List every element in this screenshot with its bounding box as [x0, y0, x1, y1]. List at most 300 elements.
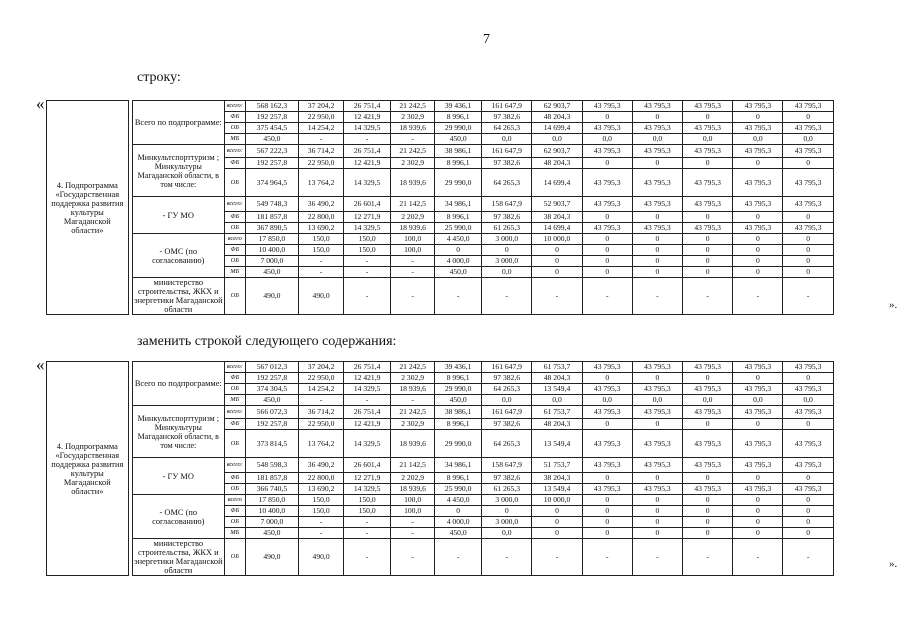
year-cell: 61 265,3 — [482, 484, 532, 495]
year-cell: 26 751,4 — [344, 145, 391, 158]
year-cell: 36 714,2 — [299, 406, 344, 419]
table-row — [47, 362, 884, 373]
total-cell: 10 400,0 — [245, 245, 298, 256]
year-cell: 43 795,3 — [632, 384, 682, 395]
year-cell: 43 795,3 — [683, 458, 733, 473]
year-cell: 36 714,2 — [299, 145, 344, 158]
funding-source: всего: — [224, 145, 245, 158]
year-cell: 8 996,1 — [435, 112, 482, 123]
table-row — [47, 145, 884, 158]
year-cell: 61 753,7 — [532, 362, 582, 373]
year-cell: 29 990,0 — [435, 169, 482, 197]
year-cell: 0 — [532, 517, 582, 528]
year-cell: - — [344, 517, 391, 528]
year-cell: 150,0 — [344, 506, 391, 517]
funding-source: ФБ — [224, 212, 245, 223]
budget-table — [46, 361, 884, 576]
year-cell: - — [783, 539, 833, 576]
year-cell: 0 — [582, 234, 632, 245]
year-cell: 43 795,3 — [582, 430, 632, 458]
funding-source: ОБ — [224, 430, 245, 458]
year-cell: 14 329,5 — [344, 384, 391, 395]
funding-source: всего: — [224, 197, 245, 212]
year-cell: 14 699,4 — [532, 223, 582, 234]
year-cell: - — [582, 278, 632, 315]
funding-source: МБ — [224, 134, 245, 145]
year-cell: 161 647,9 — [482, 406, 532, 419]
year-cell: 43 795,3 — [632, 169, 682, 197]
close-quote: ». — [889, 299, 898, 311]
year-cell: 0 — [733, 112, 783, 123]
total-cell: 374 304,5 — [245, 384, 298, 395]
year-cell: - — [391, 517, 435, 528]
year-cell: 0 — [683, 245, 733, 256]
year-cell: 0 — [733, 245, 783, 256]
year-cell: 0 — [582, 212, 632, 223]
year-cell: 0 — [783, 245, 833, 256]
year-cell: 43 795,3 — [733, 197, 783, 212]
year-cell: 0,0 — [582, 134, 632, 145]
year-cell: 100,0 — [391, 506, 435, 517]
table-row — [47, 406, 884, 419]
year-cell: 0 — [733, 528, 783, 539]
year-cell: 43 795,3 — [733, 384, 783, 395]
year-cell: 0 — [632, 528, 682, 539]
year-cell: 48 204,3 — [532, 112, 582, 123]
year-cell: 43 795,3 — [582, 223, 632, 234]
year-cell: 48 204,3 — [532, 158, 582, 169]
year-cell: 43 795,3 — [582, 406, 632, 419]
year-cell: 0,0 — [532, 395, 582, 406]
close-quote: ». — [889, 558, 898, 570]
year-cell: 26 601,4 — [344, 458, 391, 473]
year-cell: 43 795,3 — [582, 362, 632, 373]
year-cell: 150,0 — [299, 495, 344, 506]
year-cell: 43 795,3 — [632, 145, 682, 158]
total-cell: 450,0 — [245, 267, 298, 278]
year-cell: 43 795,3 — [733, 169, 783, 197]
year-cell: 22 800,0 — [299, 212, 344, 223]
total-cell: 567 222,3 — [245, 145, 298, 158]
total-cell: 181 857,8 — [245, 473, 298, 484]
funding-source: МБ — [224, 267, 245, 278]
year-cell: 39 436,1 — [435, 101, 482, 112]
executor-label: - ГУ МО — [132, 458, 224, 495]
year-cell: 43 795,3 — [733, 123, 783, 134]
year-cell: 0 — [733, 158, 783, 169]
funding-source: ФБ — [224, 419, 245, 430]
year-cell: 18 939,6 — [391, 123, 435, 134]
year-cell: 0 — [582, 506, 632, 517]
year-cell: 0 — [632, 245, 682, 256]
year-cell: 4 450,0 — [435, 495, 482, 506]
year-cell: 0,0 — [632, 395, 682, 406]
year-cell: 48 204,3 — [532, 373, 582, 384]
year-cell: 43 795,3 — [632, 430, 682, 458]
funding-source: ФБ — [224, 473, 245, 484]
year-cell: - — [344, 528, 391, 539]
budget-table-old — [46, 100, 884, 315]
year-cell: 0 — [733, 212, 783, 223]
year-cell: - — [482, 278, 532, 315]
year-cell: 43 795,3 — [783, 223, 833, 234]
year-cell: 22 800,0 — [299, 473, 344, 484]
year-cell: 3 000,0 — [482, 495, 532, 506]
year-cell: 29 990,0 — [435, 430, 482, 458]
funding-source: ФБ — [224, 158, 245, 169]
year-cell: 0 — [532, 506, 582, 517]
year-cell: 150,0 — [344, 495, 391, 506]
year-cell: 14 699,4 — [532, 123, 582, 134]
total-cell: 373 814,5 — [245, 430, 298, 458]
year-cell: 0 — [783, 528, 833, 539]
year-cell: 0 — [783, 373, 833, 384]
year-cell: 43 795,3 — [683, 197, 733, 212]
funding-source: всего: — [224, 101, 245, 112]
year-cell: 0 — [482, 506, 532, 517]
executor-label: - ГУ МО — [132, 197, 224, 234]
year-cell: 0 — [683, 234, 733, 245]
table-row — [47, 278, 884, 315]
year-cell: 150,0 — [344, 234, 391, 245]
year-cell: 0 — [683, 506, 733, 517]
year-cell: 12 271,9 — [344, 212, 391, 223]
year-cell: 12 421,9 — [344, 158, 391, 169]
executor-label: Всего по подпрограмме: — [132, 101, 224, 145]
open-quote: « — [36, 355, 45, 374]
year-cell: 100,0 — [391, 495, 435, 506]
year-cell: 0,0 — [632, 134, 682, 145]
year-cell: - — [435, 278, 482, 315]
page-number: 7 — [483, 32, 490, 47]
year-cell: 0 — [435, 245, 482, 256]
funding-source: всего: — [224, 406, 245, 419]
total-cell: 374 964,5 — [245, 169, 298, 197]
year-cell: 43 795,3 — [632, 123, 682, 134]
year-cell: 0 — [582, 517, 632, 528]
year-cell: 0,0 — [783, 395, 833, 406]
total-cell: 17 850,0 — [245, 234, 298, 245]
year-cell: 25 990,0 — [435, 484, 482, 495]
year-cell: 43 795,3 — [683, 169, 733, 197]
table-row — [47, 458, 884, 473]
year-cell: 0,0 — [683, 134, 733, 145]
year-cell: 43 795,3 — [582, 384, 632, 395]
funding-source: ФБ — [224, 373, 245, 384]
year-cell: 38 204,3 — [532, 212, 582, 223]
total-cell: 566 072,3 — [245, 406, 298, 419]
year-cell: 0 — [582, 256, 632, 267]
year-cell: 0 — [733, 373, 783, 384]
year-cell: 97 382,6 — [482, 419, 532, 430]
year-cell: 43 795,3 — [733, 101, 783, 112]
year-cell: 0 — [482, 245, 532, 256]
year-cell: - — [532, 278, 582, 315]
total-cell: 450,0 — [245, 528, 298, 539]
year-cell: 43 795,3 — [632, 406, 682, 419]
year-cell: 39 436,1 — [435, 362, 482, 373]
year-cell: 62 903,7 — [532, 101, 582, 112]
year-cell: 0 — [733, 267, 783, 278]
year-cell: 52 903,7 — [532, 197, 582, 212]
year-cell: 13 690,2 — [299, 223, 344, 234]
total-cell: 192 257,8 — [245, 112, 298, 123]
year-cell: 13 764,2 — [299, 169, 344, 197]
executor-label: Минкультспорттуризм ; Минкультуры Магаданской области, в том числе: — [132, 406, 224, 458]
year-cell: 43 795,3 — [683, 384, 733, 395]
funding-source: ОБ — [224, 278, 245, 315]
year-cell: 0 — [783, 473, 833, 484]
year-cell: 38 986,1 — [435, 406, 482, 419]
year-cell: 0 — [632, 473, 682, 484]
year-cell: 0 — [632, 112, 682, 123]
funding-source: всего: — [224, 362, 245, 373]
caption-after: заменить строкой следующего содержания: — [137, 334, 397, 349]
year-cell: - — [683, 278, 733, 315]
year-cell: 43 795,3 — [582, 101, 632, 112]
funding-source: ОБ — [224, 484, 245, 495]
year-cell: 36 490,2 — [299, 458, 344, 473]
budget-table-new — [46, 361, 884, 576]
year-cell: 0 — [532, 267, 582, 278]
year-cell: 21 142,5 — [391, 458, 435, 473]
year-cell: - — [299, 395, 344, 406]
year-cell: 0,0 — [733, 395, 783, 406]
year-cell: 37 204,2 — [299, 362, 344, 373]
year-cell: 0 — [683, 528, 733, 539]
year-cell: - — [299, 134, 344, 145]
year-cell: 13 549,4 — [532, 430, 582, 458]
table-row — [47, 197, 884, 212]
executor-label: - ОМС (по согласованию) — [132, 495, 224, 539]
year-cell: 43 795,3 — [783, 123, 833, 134]
year-cell: 43 795,3 — [632, 223, 682, 234]
year-cell: 0 — [632, 506, 682, 517]
total-cell: 490,0 — [245, 278, 298, 315]
year-cell: 450,0 — [435, 267, 482, 278]
year-cell: 450,0 — [435, 134, 482, 145]
year-cell: - — [391, 278, 435, 315]
year-cell: 8 996,1 — [435, 473, 482, 484]
year-cell: 158 647,9 — [482, 458, 532, 473]
year-cell: 0 — [783, 506, 833, 517]
year-cell: 43 795,3 — [733, 430, 783, 458]
funding-source: ОБ — [224, 123, 245, 134]
year-cell: 43 795,3 — [733, 406, 783, 419]
year-cell: 158 647,9 — [482, 197, 532, 212]
total-cell: 10 400,0 — [245, 506, 298, 517]
year-cell: - — [344, 134, 391, 145]
funding-source: всего: — [224, 458, 245, 473]
year-cell: 2 302,9 — [391, 373, 435, 384]
year-cell: 43 795,3 — [783, 430, 833, 458]
year-cell: 0 — [783, 212, 833, 223]
total-cell: 548 598,3 — [245, 458, 298, 473]
year-cell: 14 329,5 — [344, 430, 391, 458]
year-cell: 14 254,2 — [299, 384, 344, 395]
year-cell: 29 990,0 — [435, 123, 482, 134]
year-cell: 18 939,6 — [391, 384, 435, 395]
year-cell: 490,0 — [299, 278, 344, 315]
total-cell: 192 257,8 — [245, 373, 298, 384]
year-cell: 43 795,3 — [632, 458, 682, 473]
year-cell: 22 950,0 — [299, 112, 344, 123]
year-cell: 0 — [582, 419, 632, 430]
total-cell: 192 257,8 — [245, 419, 298, 430]
executor-label: министерство строительства, ЖКХ и энергетики Магаданской области — [133, 278, 223, 314]
year-cell: 43 795,3 — [582, 484, 632, 495]
year-cell: - — [435, 539, 482, 576]
year-cell: 26 751,4 — [344, 101, 391, 112]
year-cell: 0,0 — [482, 395, 532, 406]
year-cell: 0 — [683, 517, 733, 528]
year-cell: 161 647,9 — [482, 101, 532, 112]
executor-label: Минкультспорттуризм ; Минкультуры Магаданской области, в том числе: — [132, 145, 224, 197]
year-cell: 0 — [733, 419, 783, 430]
year-cell: 34 986,1 — [435, 197, 482, 212]
year-cell: 97 382,6 — [482, 373, 532, 384]
year-cell: 43 795,3 — [783, 145, 833, 158]
year-cell: - — [299, 267, 344, 278]
year-cell: 38 204,3 — [532, 473, 582, 484]
year-cell: 0 — [582, 528, 632, 539]
total-cell: 366 740,5 — [245, 484, 298, 495]
year-cell: 43 795,3 — [582, 197, 632, 212]
year-cell: 97 382,6 — [482, 212, 532, 223]
total-cell: 375 454,5 — [245, 123, 298, 134]
year-cell: 0 — [683, 212, 733, 223]
funding-source: МБ — [224, 395, 245, 406]
year-cell: - — [391, 256, 435, 267]
total-cell: 568 162,3 — [245, 101, 298, 112]
year-cell: 43 795,3 — [683, 145, 733, 158]
total-cell: 7 000,0 — [245, 517, 298, 528]
total-cell: 450,0 — [245, 395, 298, 406]
year-cell: 43 795,3 — [632, 484, 682, 495]
year-cell: 100,0 — [391, 245, 435, 256]
year-cell: 0 — [632, 373, 682, 384]
year-cell: 43 795,3 — [783, 101, 833, 112]
year-cell: 43 795,3 — [783, 169, 833, 197]
year-cell: 48 204,3 — [532, 419, 582, 430]
year-cell: 43 795,3 — [783, 197, 833, 212]
funding-source: ОБ — [224, 539, 245, 576]
year-cell: 21 242,5 — [391, 101, 435, 112]
funding-source: ОБ — [224, 169, 245, 197]
funding-source: всего — [224, 495, 245, 506]
year-cell: 10 000,0 — [532, 234, 582, 245]
table-row — [47, 539, 884, 576]
year-cell: 43 795,3 — [783, 406, 833, 419]
year-cell: - — [783, 278, 833, 315]
funding-source: ФБ — [224, 245, 245, 256]
year-cell: 38 986,1 — [435, 145, 482, 158]
year-cell: 43 795,3 — [783, 458, 833, 473]
year-cell: 0 — [632, 267, 682, 278]
year-cell: 2 202,9 — [391, 473, 435, 484]
funding-source: ОБ — [224, 256, 245, 267]
year-cell: 0 — [683, 473, 733, 484]
year-cell: 34 986,1 — [435, 458, 482, 473]
year-cell: 18 939,6 — [391, 484, 435, 495]
year-cell: 0 — [582, 112, 632, 123]
funding-source: ФБ — [224, 112, 245, 123]
year-cell: - — [391, 395, 435, 406]
year-cell: 64 265,3 — [482, 430, 532, 458]
year-cell: 37 204,2 — [299, 101, 344, 112]
year-cell: 161 647,9 — [482, 362, 532, 373]
year-cell: 161 647,9 — [482, 145, 532, 158]
total-cell: 367 890,5 — [245, 223, 298, 234]
year-cell: - — [344, 267, 391, 278]
total-cell: 490,0 — [245, 539, 298, 576]
funding-source: ОБ — [224, 384, 245, 395]
year-cell: 0 — [582, 495, 632, 506]
year-cell: 43 795,3 — [733, 145, 783, 158]
year-cell: 43 795,3 — [632, 197, 682, 212]
funding-source: ФБ — [224, 506, 245, 517]
year-cell: 2 302,9 — [391, 112, 435, 123]
year-cell: - — [344, 278, 391, 315]
funding-source: ОБ — [224, 223, 245, 234]
year-cell: 2 302,9 — [391, 419, 435, 430]
year-cell: 150,0 — [299, 245, 344, 256]
year-cell: 490,0 — [299, 539, 344, 576]
year-cell: - — [299, 517, 344, 528]
year-cell: 43 795,3 — [733, 223, 783, 234]
year-cell: 0,0 — [482, 267, 532, 278]
year-cell: 8 996,1 — [435, 158, 482, 169]
year-cell: 97 382,6 — [482, 158, 532, 169]
year-cell: 0,0 — [582, 395, 632, 406]
year-cell: 64 265,3 — [482, 123, 532, 134]
year-cell: 26 751,4 — [344, 406, 391, 419]
executor-label: - ОМС (по согласованию) — [132, 234, 224, 278]
year-cell: 0 — [582, 245, 632, 256]
year-cell: 0 — [532, 245, 582, 256]
total-cell: 181 857,8 — [245, 212, 298, 223]
program-name: 4. Подпрограмма «Государственная поддержка развития культуры Магаданской области» — [47, 101, 129, 315]
year-cell: 25 990,0 — [435, 223, 482, 234]
year-cell: 100,0 — [391, 234, 435, 245]
year-cell: 0 — [783, 419, 833, 430]
year-cell: 0 — [783, 256, 833, 267]
year-cell: 3 000,0 — [482, 517, 532, 528]
year-cell: 0 — [733, 517, 783, 528]
year-cell: 150,0 — [344, 245, 391, 256]
year-cell: 26 601,4 — [344, 197, 391, 212]
year-cell: - — [632, 539, 682, 576]
year-cell: 0 — [683, 112, 733, 123]
year-cell: - — [391, 134, 435, 145]
year-cell: 13 549,4 — [532, 484, 582, 495]
year-cell: 3 000,0 — [482, 234, 532, 245]
year-cell: 8 996,1 — [435, 419, 482, 430]
year-cell: 43 795,3 — [582, 458, 632, 473]
year-cell: 43 795,3 — [683, 406, 733, 419]
year-cell: 0 — [783, 267, 833, 278]
year-cell: 21 242,5 — [391, 362, 435, 373]
year-cell: 43 795,3 — [582, 123, 632, 134]
table-row — [47, 495, 884, 506]
year-cell: 0 — [783, 495, 833, 506]
year-cell: 43 795,3 — [683, 484, 733, 495]
year-cell: 61 265,3 — [482, 223, 532, 234]
year-cell: 43 795,3 — [582, 169, 632, 197]
year-cell: 4 000,0 — [435, 517, 482, 528]
year-cell: 43 795,3 — [683, 430, 733, 458]
caption-before: строку: — [137, 70, 181, 85]
